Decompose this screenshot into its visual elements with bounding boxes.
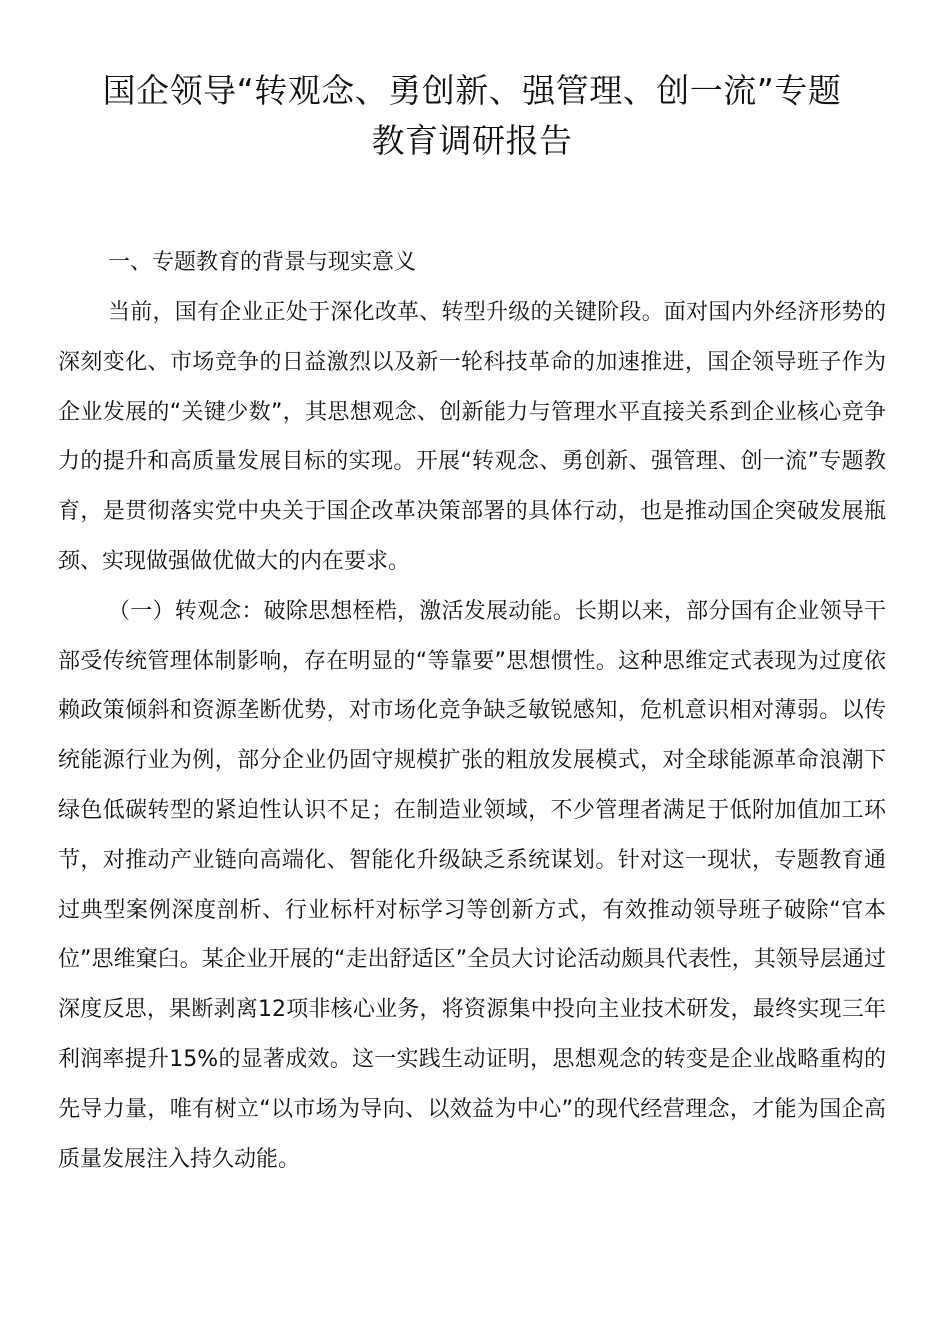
body-paragraph-background: 当前，国有企业正处于深化改革、转型升级的关键阶段。面对国内外经济形势的深刻变化、市场竞争的日益激烈以及新一轮科技革命的加速推进，国企领导班子作为企业发展的“关键少数”，其思想观念、创新能力与管理水平直接关系到企业核心竞争力的提升和高质量发展目标的实现。开展“转观念、勇创新、强管理、创一流”专题教育，是贯彻落实党中央关于国企改革决策部署的具体行动，也是推动国企突破发展瓶颈、实现做强做优做大的内在要求。	[58, 300, 886, 574]
body-paragraph-change-mindset: （一）转观念：破除思想桎梏，激活发展动能。长期以来，部分国有企业领导干部受传统管理体制影响，存在明显的“等靠要”思想惯性。这种思维定式表现为过度依赖政策倾斜和资源垄断优势，对市场化竞争缺乏敏锐感知，危机意识相对薄弱。以传统能源行业为例，部分企业仍固守规模扩张的粗放发展模式，对全球能源革命浪潮下绿色低碳转型的紧迫性认识不足；在制造业领域，不少管理者满足于低附加值加工环节，对推动产业链向高端化、智能化升级缺乏系统谋划。针对这一现状，专题教育通过典型案例深度剖析、行业标杆对标学习等创新方式，有效推动领导班子破除“官本位”思维窠臼。某企业开展的“走出舒适区”全员大讨论活动颇具代表性，其领导层通过深度反思，果断剥离12项非核心业务，将资源集中投向主业技术研发，最终实现三年利润率提升15%的显著成效。这一实践生动证明，思想观念的转变是企业战略重构的先导力量，唯有树立“以市场为导向、以效益为中心”的现代经营理念，才能为国企高质量发展注入持久动能。	[58, 598, 886, 1172]
document-title	[58, 66, 886, 166]
title-line-1: 国企领导“转观念、勇创新、强管理、创一流”专题	[102, 71, 842, 110]
title-line-2: 教育调研报告	[371, 121, 573, 160]
section-heading: 一、专题教育的背景与现实意义	[108, 250, 417, 275]
